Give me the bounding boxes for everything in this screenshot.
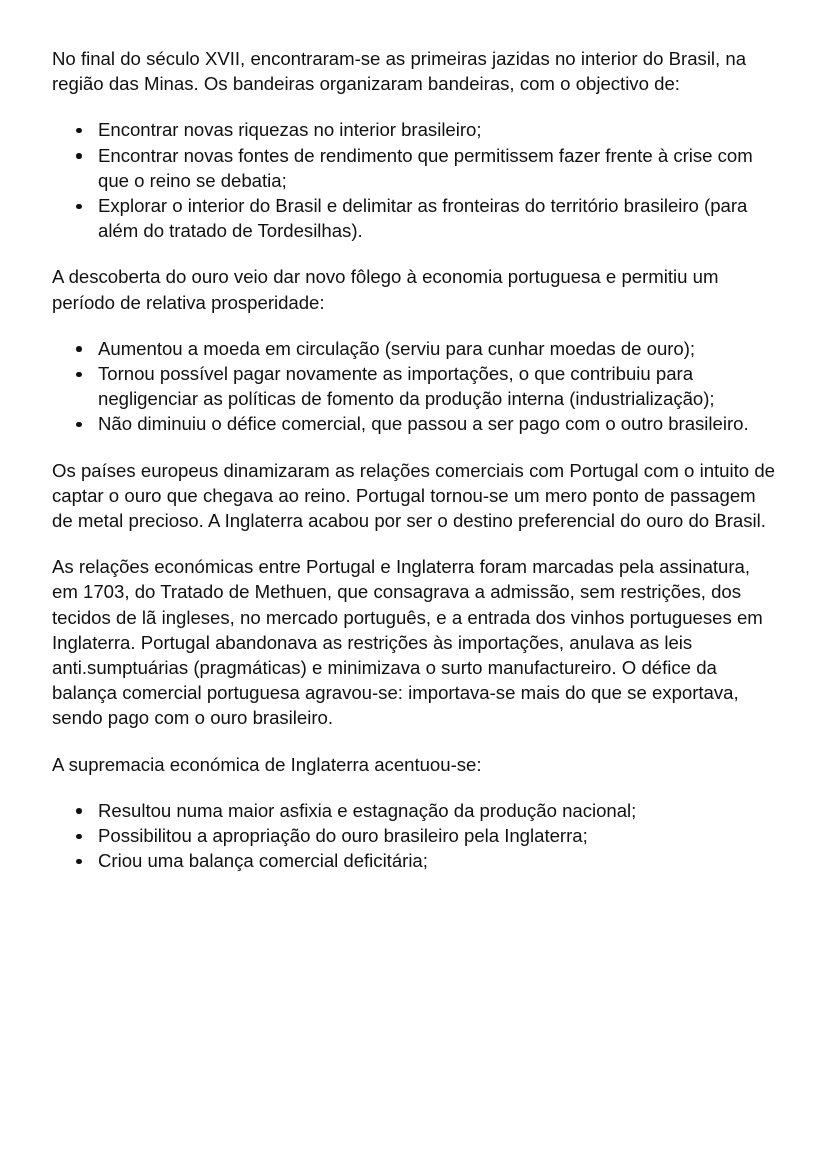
bullet-dot-icon: [76, 128, 82, 134]
bullet-dot-icon: [76, 346, 82, 352]
list-item-label: Possibilitou a apropriação do ouro brasileiro pela Inglaterra;: [98, 825, 588, 847]
list-item-label: Não diminuiu o défice comercial, que passou a ser pago com o outro brasileiro.: [98, 413, 749, 435]
list-item-label: Resultou numa maior asfixia e estagnação da produção nacional;: [98, 799, 637, 821]
bullet-dot-icon: [76, 372, 82, 378]
paragraph-descoberta-ouro: A descoberta do ouro veio dar novo fôlego à economia portuguesa e permitiu um período de relativa prosperidade:: [52, 266, 719, 313]
bullet-dot-icon: [76, 422, 82, 428]
list-item: [52, 848, 778, 873]
list-item: [52, 411, 778, 436]
list-item-label: Explorar o interior do Brasil e delimitar as fronteiras do território brasileiro (para além do tratado de Tordesilhas).: [98, 195, 748, 242]
list-item-label: Encontrar novas fontes de rendimento que permitissem fazer frente à crise com que o reino se debatia;: [98, 144, 753, 191]
paragraph-paises-europeus: Os países europeus dinamizaram as relações comerciais com Portugal com o intuito de captar o ouro que chegava ao reino. Portugal tornou-se um mero ponto de passagem de metal precioso. A Inglaterra acabou por ser o destino preferencial do ouro do Brasil.: [52, 459, 775, 532]
bullet-list-consequencias-supremacia: [52, 798, 778, 874]
list-item: [52, 193, 778, 243]
bullet-dot-icon: [76, 859, 82, 865]
document-body: [52, 46, 778, 873]
list-item: [52, 336, 778, 361]
list-item-label: Encontrar novas riquezas no interior brasileiro;: [98, 119, 482, 141]
bullet-dot-icon: [76, 834, 82, 840]
list-item-label: Aumentou a moeda em circulação (serviu para cunhar moedas de ouro);: [98, 337, 696, 359]
paragraph-intro: No final do século XVII, encontraram-se as primeiras jazidas no interior do Brasil, na região das Minas. Os bandeiras organizaram bandeiras, com o objectivo de:: [52, 48, 747, 95]
list-item: [52, 823, 778, 848]
list-item: [52, 117, 778, 142]
list-item-label: Criou uma balança comercial deficitária;: [98, 850, 428, 872]
bullet-list-efeitos-prosperidade: [52, 336, 778, 437]
bullet-dot-icon: [76, 153, 82, 159]
paragraph-tratado-methuen: As relações económicas entre Portugal e Inglaterra foram marcadas pela assinatura, em 1703, do Tratado de Methuen, que consagrava a admissão, sem restrições, dos tecidos de lã ingleses, no mercado português, e a entrada dos vinhos portugueses em Inglaterra. Portugal abandonava as restrições às importações, anulava as leis anti.sumptuárias (pragmáticas) e minimizava o surto manufactureiro. O défice da balança comercial portuguesa agravou-se: importava-se mais do que se exportava, sendo pago com o ouro brasileiro.: [52, 556, 763, 729]
list-item: [52, 143, 778, 193]
list-item: [52, 361, 778, 411]
bullet-list-objectivos-bandeiras: [52, 117, 778, 243]
bullet-dot-icon: [76, 204, 82, 210]
list-item: [52, 798, 778, 823]
paragraph-supremacia-inglaterra: A supremacia económica de Inglaterra acentuou-se:: [52, 753, 482, 775]
list-item-label: Tornou possível pagar novamente as importações, o que contribuiu para negligenciar as políticas de fomento da produção interna (industrialização);: [98, 363, 715, 410]
bullet-dot-icon: [76, 808, 82, 814]
